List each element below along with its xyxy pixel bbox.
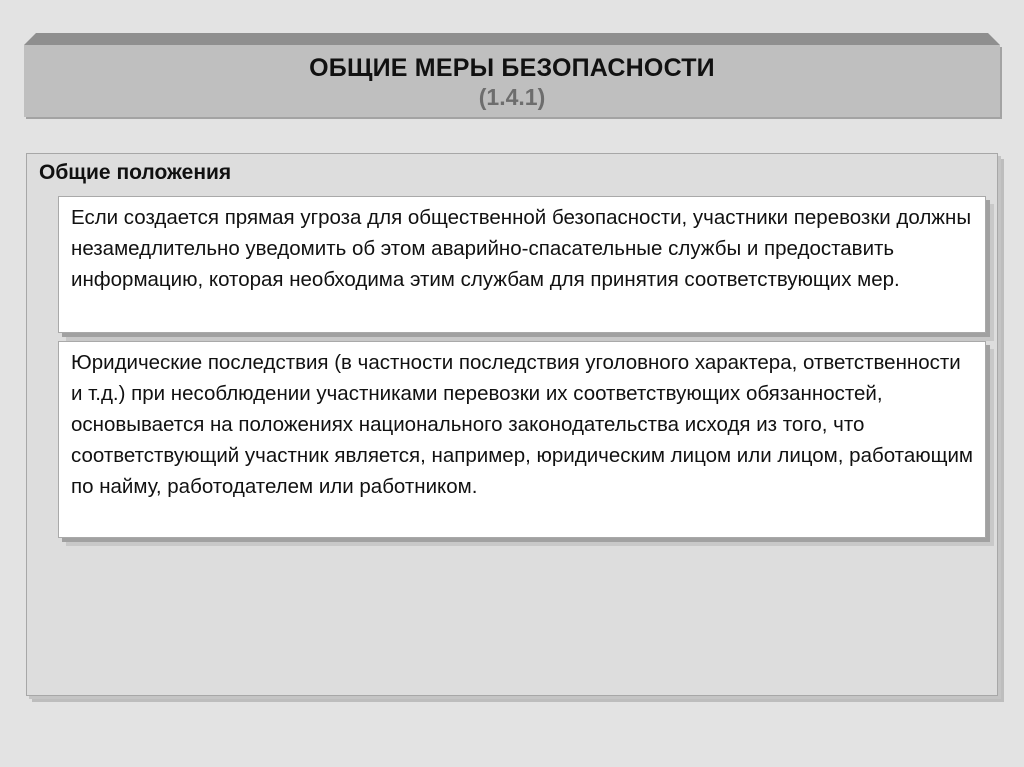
paragraph-legal-consequences: Юридические последствия (в частности последствия уголовного характера, ответственности и т.д.) при несоблюдении участниками перевозки их соответствующих обязанностей, основывается на положениях национального законодательства исходя из того, что соответствующий участник является, например, юридическим лицом или лицом, работающим по найму, работодателем или работником. [71,351,974,498]
paragraph-threat-notification: Если создается прямая угроза для общественной безопасности, участники перевозки должны незамедлительно уведомить об этом аварийно-спасательные службы и предоставить информацию, которая необходима этим службам для принятия соответствующих мер. [71,206,972,291]
slide-header [24,45,1000,117]
header-bevel [24,33,1000,45]
slide-subtitle: (1.4.1) [478,84,546,110]
text-card-legal-consequences [58,341,986,538]
section-title: Общие положения [39,161,232,184]
slide-title: ОБЩИЕ МЕРЫ БЕЗОПАСНОСТИ [309,54,715,82]
text-card-threat-notification [58,196,986,333]
content-panel [26,153,998,696]
